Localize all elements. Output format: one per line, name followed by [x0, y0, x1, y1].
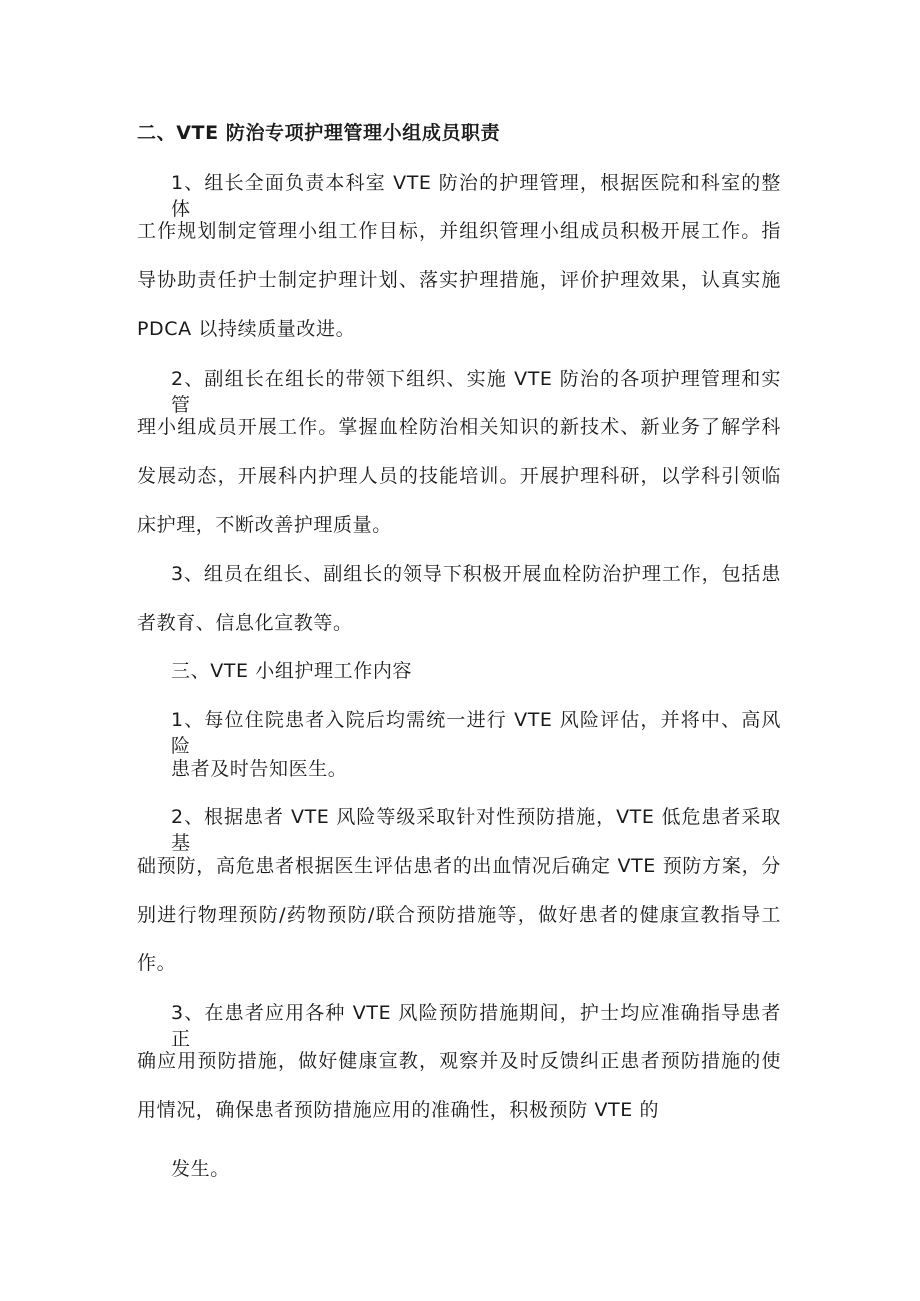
section-heading-responsibilities: 二、VTE 防治专项护理管理小组成员职责 [137, 122, 501, 144]
paragraph-2-line-1: 2、副组长在组长的带领下组织、实施 VTE 防治的各项护理管理和实管 [171, 368, 781, 416]
paragraph-3-line-1: 3、组员在组长、副组长的领导下积极开展血栓防治护理工作，包括患 [171, 563, 781, 585]
paragraph-1-line-3: 导协助责任护士制定护理计划、落实护理措施，评价护理效果，认真实施 [137, 269, 781, 291]
item-2-line-2: 础预防，高危患者根据医生评估患者的出血情况后确定 VTE 预防方案，分 [137, 855, 781, 877]
paragraph-2-line-4: 床护理，不断改善护理质量。 [137, 514, 392, 536]
item-1-line-1: 1、每位住院患者入院后均需统一进行 VTE 风险评估，并将中、高风险 [171, 709, 781, 757]
paragraph-3-line-2: 者教育、信息化宣教等。 [137, 612, 353, 634]
item-3-line-1: 3、在患者应用各种 VTE 风险预防措施期间，护士均应准确指导患者正 [171, 1002, 781, 1050]
paragraph-1-line-2: 工作规划制定管理小组工作目标，并组织管理小组成员积极开展工作。指 [137, 220, 781, 242]
item-3-line-3: 用情况，确保患者预防措施应用的准确性，积极预防 VTE 的 [137, 1099, 660, 1121]
item-2-line-3: 别进行物理预防/药物预防/联合预防措施等，做好患者的健康宣教指导工 [137, 904, 781, 926]
paragraph-1-line-1: 1、组长全面负责本科室 VTE 防治的护理管理，根据医院和科室的整体 [171, 172, 781, 220]
paragraph-1-line-4: PDCA 以持续质量改进。 [137, 318, 356, 340]
section-heading-work-content: 三、VTE 小组护理工作内容 [171, 660, 413, 682]
item-3-line-2: 确应用预防措施，做好健康宣教，观察并及时反馈纠正患者预防措施的使 [137, 1050, 781, 1072]
paragraph-2-line-2: 理小组成员开展工作。掌握血栓防治相关知识的新技术、新业务了解学科 [137, 416, 781, 438]
item-2-line-4: 作。 [137, 952, 177, 974]
item-2-line-1: 2、根据患者 VTE 风险等级采取针对性预防措施，VTE 低危患者采取基 [171, 806, 781, 854]
item-1-line-2: 患者及时告知医生。 [171, 758, 348, 780]
item-3-line-4: 发生。 [171, 1158, 230, 1180]
paragraph-2-line-3: 发展动态，开展科内护理人员的技能培训。开展护理科研，以学科引领临 [137, 465, 781, 487]
